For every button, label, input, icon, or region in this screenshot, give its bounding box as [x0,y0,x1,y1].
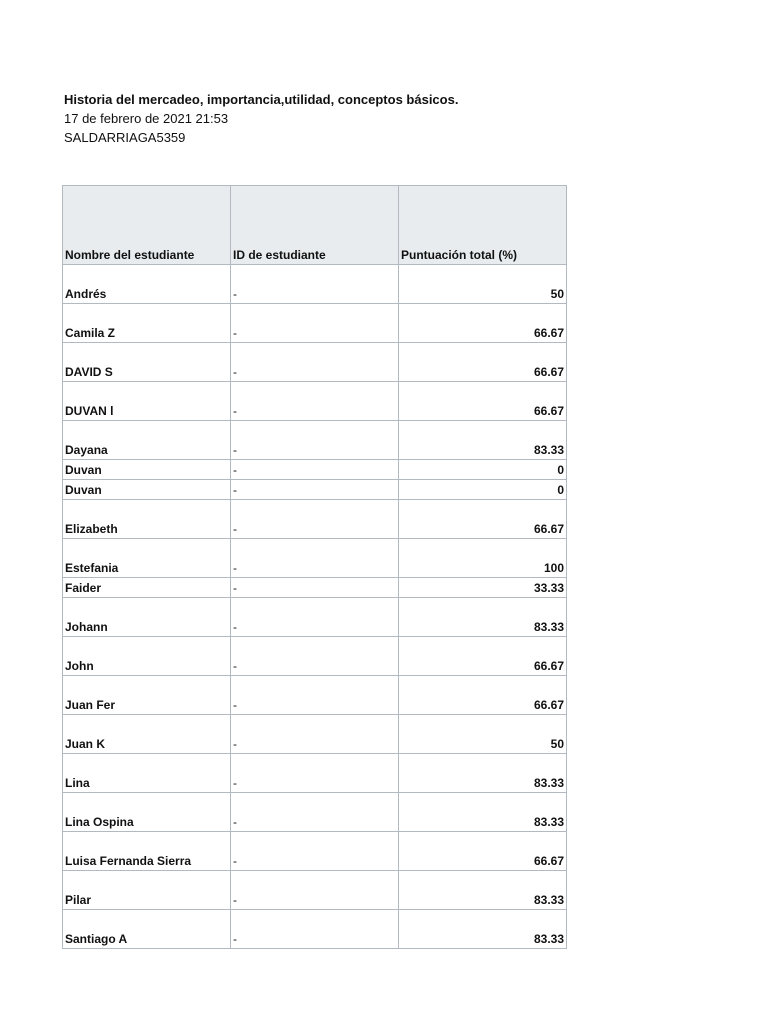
table-row [63,343,567,382]
student-name-cell: Elizabeth [63,500,231,539]
total-score-cell: 66.67 [399,637,567,676]
table-row [63,265,567,304]
total-score-cell: 100 [399,539,567,578]
total-score-cell: 83.33 [399,793,567,832]
table-row [63,715,567,754]
table-row [63,578,567,598]
student-id-cell: - [231,304,399,343]
student-id-cell: - [231,382,399,421]
table-row [63,460,567,480]
student-id-cell: - [231,793,399,832]
student-id-cell: - [231,578,399,598]
report-date: 17 de febrero de 2021 21:53 [64,111,229,126]
student-id-cell: - [231,754,399,793]
student-name-cell: Santiago A [63,910,231,949]
table-row [63,382,567,421]
total-score-cell: 50 [399,715,567,754]
student-name-cell: Andrés [63,265,231,304]
student-name-cell: Pilar [63,871,231,910]
student-id-cell: - [231,539,399,578]
header-student-id: ID de estudiante [231,186,399,265]
header-total-score: Puntuación total (%) [399,186,567,265]
student-id-cell: - [231,910,399,949]
student-name-cell: Luisa Fernanda Sierra [63,832,231,871]
total-score-cell: 83.33 [399,871,567,910]
table-row [63,793,567,832]
total-score-cell: 50 [399,265,567,304]
student-id-cell: - [231,871,399,910]
student-name-cell: Juan K [63,715,231,754]
table-row [63,304,567,343]
student-name-cell: Johann [63,598,231,637]
table-row [63,539,567,578]
total-score-cell: 66.67 [399,676,567,715]
table-row [63,598,567,637]
student-name-cell: Estefania [63,539,231,578]
student-id-cell: - [231,460,399,480]
report-title: Historia del mercadeo, importancia,utilidad, conceptos básicos. [64,92,459,107]
table-row [63,480,567,500]
table-row [63,910,567,949]
student-name-cell: DUVAN l [63,382,231,421]
student-name-cell: John [63,637,231,676]
total-score-cell: 66.67 [399,500,567,539]
student-id-cell: - [231,637,399,676]
student-name-cell: Duvan [63,480,231,500]
student-name-cell: Lina Ospina [63,793,231,832]
header-student-name: Nombre del estudiante [63,186,231,265]
total-score-cell: 66.67 [399,832,567,871]
table-body [63,265,567,949]
student-name-cell: DAVID S [63,343,231,382]
student-id-cell: - [231,421,399,460]
student-scores-table [62,185,567,949]
total-score-cell: 66.67 [399,343,567,382]
total-score-cell: 83.33 [399,421,567,460]
total-score-cell: 83.33 [399,598,567,637]
table-header-row [63,186,567,265]
student-name-cell: Lina [63,754,231,793]
total-score-cell: 0 [399,480,567,500]
student-name-cell: Juan Fer [63,676,231,715]
total-score-cell: 33.33 [399,578,567,598]
table-row [63,832,567,871]
table-row [63,500,567,539]
total-score-cell: 83.33 [399,754,567,793]
table-row [63,676,567,715]
report-author: SALDARRIAGA5359 [64,130,186,145]
student-id-cell: - [231,480,399,500]
total-score-cell: 66.67 [399,304,567,343]
student-id-cell: - [231,265,399,304]
student-name-cell: Duvan [63,460,231,480]
total-score-cell: 0 [399,460,567,480]
student-id-cell: - [231,832,399,871]
student-name-cell: Camila Z [63,304,231,343]
student-id-cell: - [231,715,399,754]
table-row [63,871,567,910]
student-id-cell: - [231,676,399,715]
total-score-cell: 66.67 [399,382,567,421]
table-row [63,421,567,460]
report-header [64,90,458,147]
table-row [63,637,567,676]
student-name-cell: Dayana [63,421,231,460]
total-score-cell: 83.33 [399,910,567,949]
student-name-cell: Faider [63,578,231,598]
student-id-cell: - [231,598,399,637]
table-row [63,754,567,793]
student-id-cell: - [231,500,399,539]
student-id-cell: - [231,343,399,382]
